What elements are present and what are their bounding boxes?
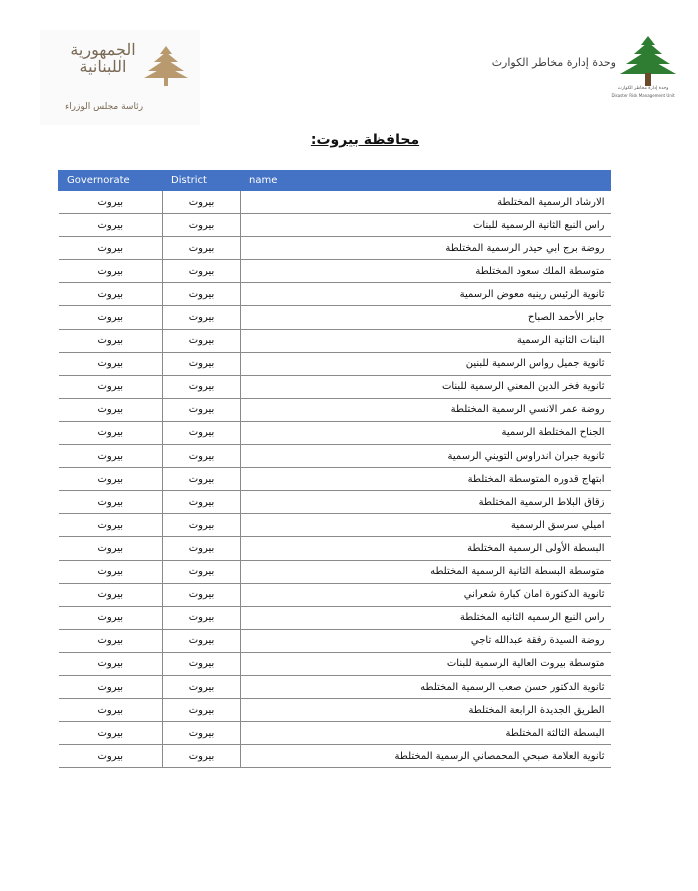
table-row [59, 191, 611, 214]
school-name-cell: البسطة الأولى الرسمية المختلطة [241, 537, 611, 560]
school-name-cell: روضة السيدة رفقة عبدالله تاجي [241, 629, 611, 652]
school-name-cell: اميلي سرسق الرسمية [241, 514, 611, 537]
district-cell: بيروت [163, 260, 241, 283]
table-row [59, 445, 611, 468]
district-cell: بيروت [163, 722, 241, 745]
governorate-cell: بيروت [59, 421, 163, 444]
district-cell: بيروت [163, 514, 241, 537]
district-cell: بيروت [163, 421, 241, 444]
governorate-cell: بيروت [59, 583, 163, 606]
district-cell: بيروت [163, 699, 241, 722]
table-row [59, 237, 611, 260]
presidency-logo-text [66, 42, 140, 76]
governorate-cell: بيروت [59, 491, 163, 514]
table-row [59, 421, 611, 444]
cedar-logo-icon [142, 44, 190, 88]
governorate-cell: بيروت [59, 283, 163, 306]
governorate-cell: بيروت [59, 537, 163, 560]
school-name-cell: راس النبع الرسميه الثانيه المختلطة [241, 606, 611, 629]
table-row [59, 306, 611, 329]
school-name-cell: ابتهاج قدوره المتوسطة المختلطة [241, 468, 611, 491]
governorate-cell: بيروت [59, 468, 163, 491]
school-name-cell: متوسطة البسطة الثانية الرسمية المختلطه [241, 560, 611, 583]
governorate-cell: بيروت [59, 352, 163, 375]
district-cell: بيروت [163, 237, 241, 260]
district-cell: بيروت [163, 398, 241, 421]
school-name-cell: زقاق البلاط الرسمية المختلطة [241, 491, 611, 514]
school-name-cell: الارشاد الرسمية المختلطة [241, 191, 611, 214]
drm-logo-caption-en: Disaster Risk Management Unit [611, 93, 675, 98]
table-row [59, 675, 611, 698]
governorate-cell: بيروت [59, 514, 163, 537]
school-name-cell: راس النبع الثانية الرسمية للبنات [241, 214, 611, 237]
table-row [59, 722, 611, 745]
school-name-cell: متوسطة بيروت العالية الرسمية للبنات [241, 652, 611, 675]
governorate-cell: بيروت [59, 214, 163, 237]
district-cell: بيروت [163, 375, 241, 398]
district-cell: بيروت [163, 537, 241, 560]
governorate-cell: بيروت [59, 445, 163, 468]
table-row [59, 491, 611, 514]
table-row [59, 560, 611, 583]
governorate-cell: بيروت [59, 306, 163, 329]
governorate-cell: بيروت [59, 652, 163, 675]
school-name-cell: البنات الثانية الرسمية [241, 329, 611, 352]
school-name-cell: ثانوية جميل رواس الرسمية للبنين [241, 352, 611, 375]
district-cell: بيروت [163, 675, 241, 698]
governorate-cell: بيروت [59, 722, 163, 745]
district-cell: بيروت [163, 214, 241, 237]
table-row [59, 745, 611, 768]
governorate-cell: بيروت [59, 699, 163, 722]
column-header-governorate: Governorate [59, 171, 163, 191]
district-cell: بيروت [163, 583, 241, 606]
table-row [59, 283, 611, 306]
table-row [59, 514, 611, 537]
governorate-cell: بيروت [59, 675, 163, 698]
district-cell: بيروت [163, 445, 241, 468]
table-row [59, 537, 611, 560]
table-row [59, 699, 611, 722]
drm-logo-caption-ar: وحدة إدارة مخاطر الكوارث [617, 86, 669, 91]
governorate-cell: بيروت [59, 237, 163, 260]
district-cell: بيروت [163, 606, 241, 629]
school-name-cell: ثانوية فخر الدين المعني الرسمية للبنات [241, 375, 611, 398]
drm-unit-name: وحدة إدارة مخاطر الكوارث [491, 56, 616, 69]
schools-table [58, 170, 611, 768]
school-name-cell: متوسطة الملك سعود المختلطة [241, 260, 611, 283]
presidency-subtitle: رئاسة مجلس الوزراء [64, 102, 144, 112]
presidency-line-1: الجمهورية [70, 40, 136, 59]
district-cell: بيروت [163, 629, 241, 652]
school-name-cell: ثانوية الرئيس رينيه معوض الرسمية [241, 283, 611, 306]
district-cell: بيروت [163, 283, 241, 306]
table-row [59, 468, 611, 491]
school-name-cell: ثانوية العلامة صبحي المحمصاني الرسمية المختلطة [241, 745, 611, 768]
district-cell: بيروت [163, 352, 241, 375]
district-cell: بيروت [163, 306, 241, 329]
governorate-cell: بيروت [59, 606, 163, 629]
district-cell: بيروت [163, 191, 241, 214]
school-name-cell: روضة عمر الانسي الرسمية المختلطة [241, 398, 611, 421]
table-row [59, 260, 611, 283]
table-row [59, 606, 611, 629]
table-row [59, 583, 611, 606]
school-name-cell: الجناح المختلطة الرسمية [241, 421, 611, 444]
school-name-cell: جابر الأحمد الصباح [241, 306, 611, 329]
column-header-name: name [241, 171, 611, 191]
school-name-cell: روضة برج ابي حيدر الرسمية المختلطة [241, 237, 611, 260]
table-row [59, 375, 611, 398]
school-name-cell: البسطة الثالثة المختلطة [241, 722, 611, 745]
table-row [59, 329, 611, 352]
column-header-district: District [163, 171, 241, 191]
presidency-line-2: اللبنانية [79, 56, 127, 76]
district-cell: بيروت [163, 745, 241, 768]
table-header-row [59, 171, 611, 191]
governorate-cell: بيروت [59, 260, 163, 283]
governorate-cell: بيروت [59, 398, 163, 421]
school-name-cell: الطريق الجديدة الرابعة المختلطة [241, 699, 611, 722]
district-cell: بيروت [163, 468, 241, 491]
governorate-cell: بيروت [59, 560, 163, 583]
district-cell: بيروت [163, 329, 241, 352]
district-cell: بيروت [163, 491, 241, 514]
governorate-cell: بيروت [59, 375, 163, 398]
table-row [59, 629, 611, 652]
school-name-cell: ثانوية الدكتور حسن صعب الرسمية المختلطه [241, 675, 611, 698]
school-name-cell: ثانوية الدكتورة امان كبارة شعراني [241, 583, 611, 606]
table-row [59, 352, 611, 375]
district-cell: بيروت [163, 652, 241, 675]
page-title: محافظة بيروت: [310, 132, 420, 148]
table-row [59, 398, 611, 421]
district-cell: بيروت [163, 560, 241, 583]
table-row [59, 652, 611, 675]
drm-cedar-logo-icon [618, 34, 678, 88]
governorate-cell: بيروت [59, 629, 163, 652]
governorate-cell: بيروت [59, 745, 163, 768]
governorate-cell: بيروت [59, 329, 163, 352]
school-name-cell: ثانوية جبران اندراوس التويني الرسمية [241, 445, 611, 468]
governorate-cell: بيروت [59, 191, 163, 214]
table-row [59, 214, 611, 237]
